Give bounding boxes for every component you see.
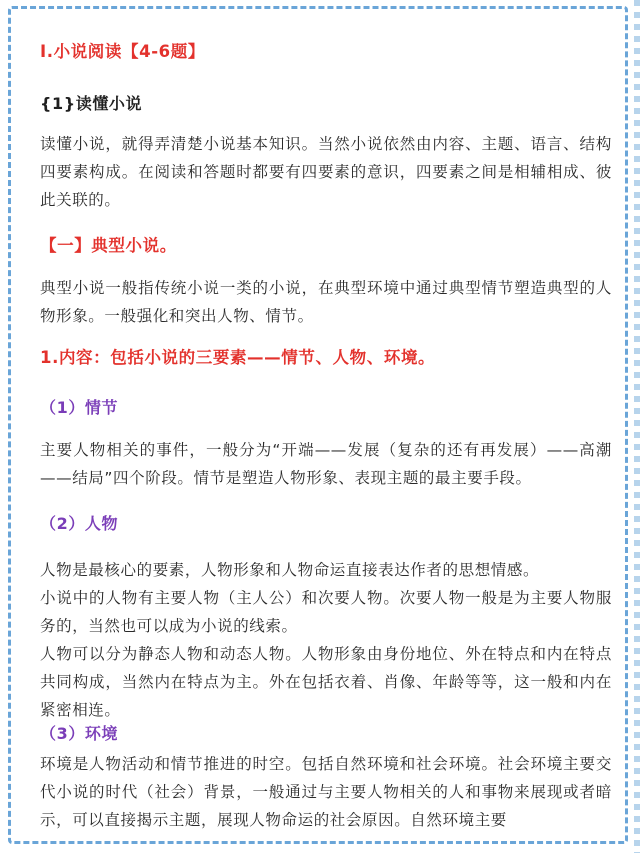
typical-heading: 【一】典型小说。 <box>40 236 177 255</box>
character-paragraph-3: 人物可以分为静态人物和动态人物。人物形象由身份地位、外在特点和内在特点共同构成，当然内在特点为主。外在包括衣着、肖像、年龄等等，这一般和内在紧密相连。 <box>40 645 612 719</box>
character-paragraph-2: 小说中的人物有主要人物（主人公）和次要人物。次要人物一般是为主要人物服务的，当然也可以成为小说的线索。 <box>40 589 612 635</box>
plot-paragraph: 主要人物相关的事件，一般分为“开端——发展（复杂的还有再发展）——高潮——结局”四个阶段。情节是塑造人物形象、表现主题的最主要手段。 <box>40 441 612 487</box>
section-title: I.小说阅读【4-6题】 <box>40 42 205 61</box>
content-heading: 1.内容：包括小说的三要素——情节、人物、环境。 <box>40 348 436 367</box>
typical-paragraph: 典型小说一般指传统小说一类的小说，在典型环境中通过典型情节塑造典型的人物形象。一般强化和突出人物、情节。 <box>40 279 612 325</box>
intro-paragraph: 读懂小说，就得弄清楚小说基本知识。当然小说依然由内容、主题、语言、结构四要素构成。在阅读和答题时都要有四要素的意识，四要素之间是相辅相成、彼此关联的。 <box>40 135 612 209</box>
decorative-edge <box>634 0 640 853</box>
plot-heading: （1）情节 <box>40 398 119 417</box>
environment-heading: （3）环境 <box>40 724 119 743</box>
character-paragraph-1: 人物是最核心的要素，人物形象和人物命运直接表达作者的思想情感。 <box>40 561 540 579</box>
character-heading: （2）人物 <box>40 514 119 533</box>
environment-paragraph: 环境是人物活动和情节推进的时空。包括自然环境和社会环境。社会环境主要交代小说的时代（社会）背景，一般通过与主要人物相关的人和事物来展现或者暗示，可以直接揭示主题，展现人物命运的社会原因。自然环境主要 <box>40 755 612 829</box>
sub-title: {1}读懂小说 <box>40 94 143 113</box>
